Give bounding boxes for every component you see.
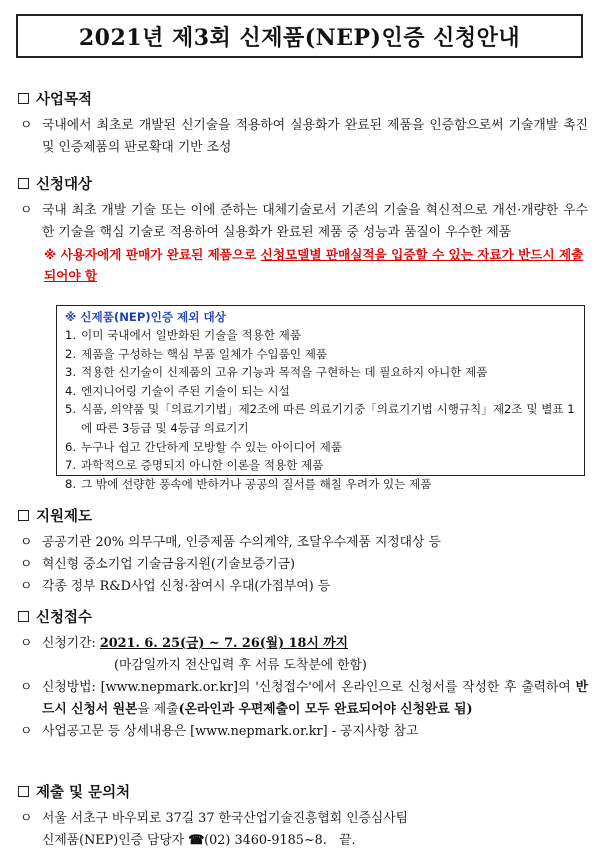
- exclusion-item: 7. 과학적으로 증명되지 아니한 이론을 적용한 제품: [65, 458, 324, 473]
- checkbox-square-icon: [18, 93, 29, 104]
- exclusion-box: [56, 305, 585, 491]
- exclusion-item: 2. 제품을 구성하는 핵심 부품 일체가 수입품인 제품: [65, 346, 328, 361]
- section-heading: 신청접수: [18, 606, 588, 627]
- exclusion-item: 1. 이미 국내에서 일반화된 기술을 적용한 제품: [65, 328, 302, 342]
- checkbox-square-icon: [18, 611, 29, 622]
- support-item: ㅇ 공공기관 20% 의무구매, 인증제품 수의계약, 조달우수제품 지정대상 등: [18, 532, 588, 554]
- exclusion-title: ※ 신제품(NEP)인증 제외 대상: [65, 310, 226, 324]
- bullet-icon: ㅇ: [20, 557, 33, 572]
- checkbox-square-icon: [18, 786, 29, 797]
- bullet-icon: ㅇ: [20, 118, 33, 133]
- apply-period-value: 2021. 6. 25(금) ~ 7. 26(월) 18시 까지: [99, 636, 348, 651]
- section-purpose: [18, 88, 588, 159]
- phone-icon: ☎: [188, 833, 205, 848]
- bullet-icon: ㅇ: [20, 811, 33, 826]
- bullet-icon: ㅇ: [20, 535, 33, 550]
- support-item: ㅇ 혁신형 중소기업 기술금융지원(기술보증기금): [18, 554, 588, 576]
- exclusion-item: 4. 엔지니어링 기술이 주된 기술이 되는 시설: [65, 383, 290, 398]
- section-support: [18, 505, 588, 598]
- section-heading: 지원제도: [18, 505, 588, 526]
- apply-period: ㅇ 신청기간: 2021. 6. 25(금) ~ 7. 26(월) 18시 까지: [18, 633, 588, 655]
- apply-period-note: (마감일까지 전산입력 후 서류 도착분에 한함): [114, 658, 367, 673]
- note-mark: ※: [44, 247, 57, 262]
- purpose-item: ㅇ 국내에서 최초로 개발된 신기술을 적용하여 실용화가 완료된 제품을 인증함으로써 기술개발 촉진 및 인증제품의 판로확대 기반 조성: [18, 115, 588, 159]
- end-mark: 끝.: [339, 833, 356, 848]
- section-contact: [18, 781, 588, 852]
- title-box: [16, 14, 583, 58]
- target-note: ※ 사용자에게 판매가 완료된 제품으로 신청모델별 판매실적을 입증할 수 있는 자료가 반드시 제출되어야 함: [44, 247, 584, 283]
- support-item: ㅇ 각종 정부 R&D사업 신청·참여시 우대(가점부여) 등: [18, 576, 588, 598]
- apply-notice: ㅇ 사업공고문 등 상세내용은 [www.nepmark.or.kr] - 공지사항 참고: [18, 721, 588, 743]
- section-heading: 신청대상: [18, 173, 588, 194]
- apply-method: ㅇ 신청방법: [www.nepmark.or.kr]의 '신청접수'에서 온라인으로 신청서를 작성한 후 출력하여 반드시 신청서 원본을 제출(온라인과 우편제출이 모두 완료되어야 신청완료 됨): [18, 677, 588, 721]
- bullet-icon: ㅇ: [20, 203, 33, 218]
- bullet-icon: ㅇ: [20, 636, 33, 651]
- bullet-icon: ㅇ: [20, 579, 33, 594]
- checkbox-square-icon: [18, 510, 29, 521]
- target-item: ㅇ 국내 최초 개발 기술 또는 이에 준하는 대체기술로서 기존의 기술을 혁신적으로 개선·개량한 우수한 기술을 핵심 기술로 적용하여 실용화가 완료된 제품 중 성능과 품질이 우수한 제품: [18, 200, 588, 244]
- exclusion-item: 6. 누구나 쉽고 간단하게 모방할 수 있는 아이디어 제품: [65, 439, 342, 454]
- checkbox-square-icon: [18, 178, 29, 189]
- bullet-icon: ㅇ: [20, 724, 33, 739]
- section-heading: 사업목적: [18, 88, 588, 109]
- page-title: 2021년 제3회 신제품(NEP)인증 신청안내: [78, 24, 521, 51]
- section-heading: 제출 및 문의처: [18, 781, 588, 802]
- bullet-icon: ㅇ: [20, 680, 33, 695]
- section-target: [18, 173, 588, 286]
- exclusion-item: 8. 그 밖에 선량한 풍속에 반하거나 공공의 질서를 해칠 우려가 있는 제품: [65, 476, 432, 491]
- exclusion-item: 3. 적용한 신기술이 신제품의 고유 기능과 목적을 구현하는 데 필요하지 아니한 제품: [65, 365, 488, 380]
- section-apply: [18, 606, 588, 743]
- exclusion-item: 5. 식품, 의약품 및「의료기기법」제2조에 따른 의료기기중「의료기기법 시행규칙」제2조 및 별표 1에 따른 3등급 및 4등급 의료기기: [65, 402, 575, 435]
- contact-phone: 신제품(NEP)인증 담당자 ☎(02) 3460-9185~8. 끝.: [42, 833, 356, 848]
- contact-address: ㅇ 서울 서초구 바우뫼로 37길 37 한국산업기술진흥협회 인증심사팀: [18, 808, 588, 830]
